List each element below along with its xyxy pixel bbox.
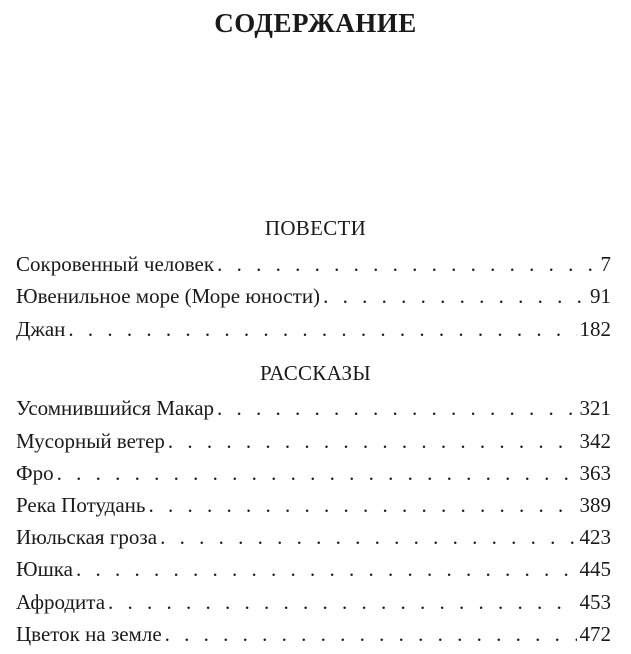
toc-entry[interactable] xyxy=(16,281,611,311)
toc-entry[interactable] xyxy=(16,393,611,423)
toc-entry[interactable] xyxy=(16,458,611,488)
entry-title: Юшка xyxy=(16,557,73,581)
entry-title: Ювенильное море (Море юности) xyxy=(16,284,321,308)
page-title: СОДЕРЖАНИЕ xyxy=(214,8,417,38)
toc-entry[interactable] xyxy=(16,554,611,584)
dot-leader xyxy=(148,490,576,520)
page-number: 472 xyxy=(579,622,611,646)
dot-leader xyxy=(160,522,576,552)
toc-entry[interactable] xyxy=(16,522,611,552)
page-number: 7 xyxy=(600,252,611,276)
section-heading-rasskazy: РАССКАЗЫ xyxy=(259,361,371,385)
dot-leader xyxy=(217,393,576,423)
page-number: 182 xyxy=(579,317,611,341)
toc-entry[interactable] xyxy=(16,587,611,617)
entry-title: Река Потудань xyxy=(16,493,146,517)
toc-entry[interactable] xyxy=(16,314,611,344)
page-number: 423 xyxy=(579,525,611,549)
toc-entry[interactable] xyxy=(16,619,611,649)
toc-entry[interactable] xyxy=(16,490,611,520)
page-number: 389 xyxy=(579,493,611,517)
page-number: 363 xyxy=(579,461,611,485)
page-number: 453 xyxy=(579,590,611,614)
page-number: 445 xyxy=(579,557,611,581)
entry-title: Сокровенный человек xyxy=(16,252,215,276)
dot-leader xyxy=(68,314,576,344)
toc-entry[interactable] xyxy=(16,426,611,456)
dot-leader xyxy=(165,619,577,649)
dot-leader xyxy=(57,458,577,488)
dot-leader xyxy=(168,426,577,456)
dot-leader xyxy=(217,249,597,279)
dot-leader xyxy=(76,554,577,584)
entry-title: Цветок на земле xyxy=(16,622,162,646)
dot-leader xyxy=(323,281,587,311)
entry-title: Июльская гроза xyxy=(16,525,158,549)
entry-title: Джан xyxy=(16,317,66,341)
page-number: 321 xyxy=(579,396,611,420)
entry-title: Усомнившийся Макар xyxy=(16,396,215,420)
page-number: 342 xyxy=(579,429,611,453)
entry-title: Фро xyxy=(16,461,54,485)
dot-leader xyxy=(108,587,576,617)
section-heading-povesti: ПОВЕСТИ xyxy=(264,216,367,240)
toc-entry[interactable] xyxy=(16,249,611,279)
page-number: 91 xyxy=(590,284,611,308)
entry-title: Мусорный ветер xyxy=(16,429,165,453)
entry-title: Афродита xyxy=(16,590,106,614)
